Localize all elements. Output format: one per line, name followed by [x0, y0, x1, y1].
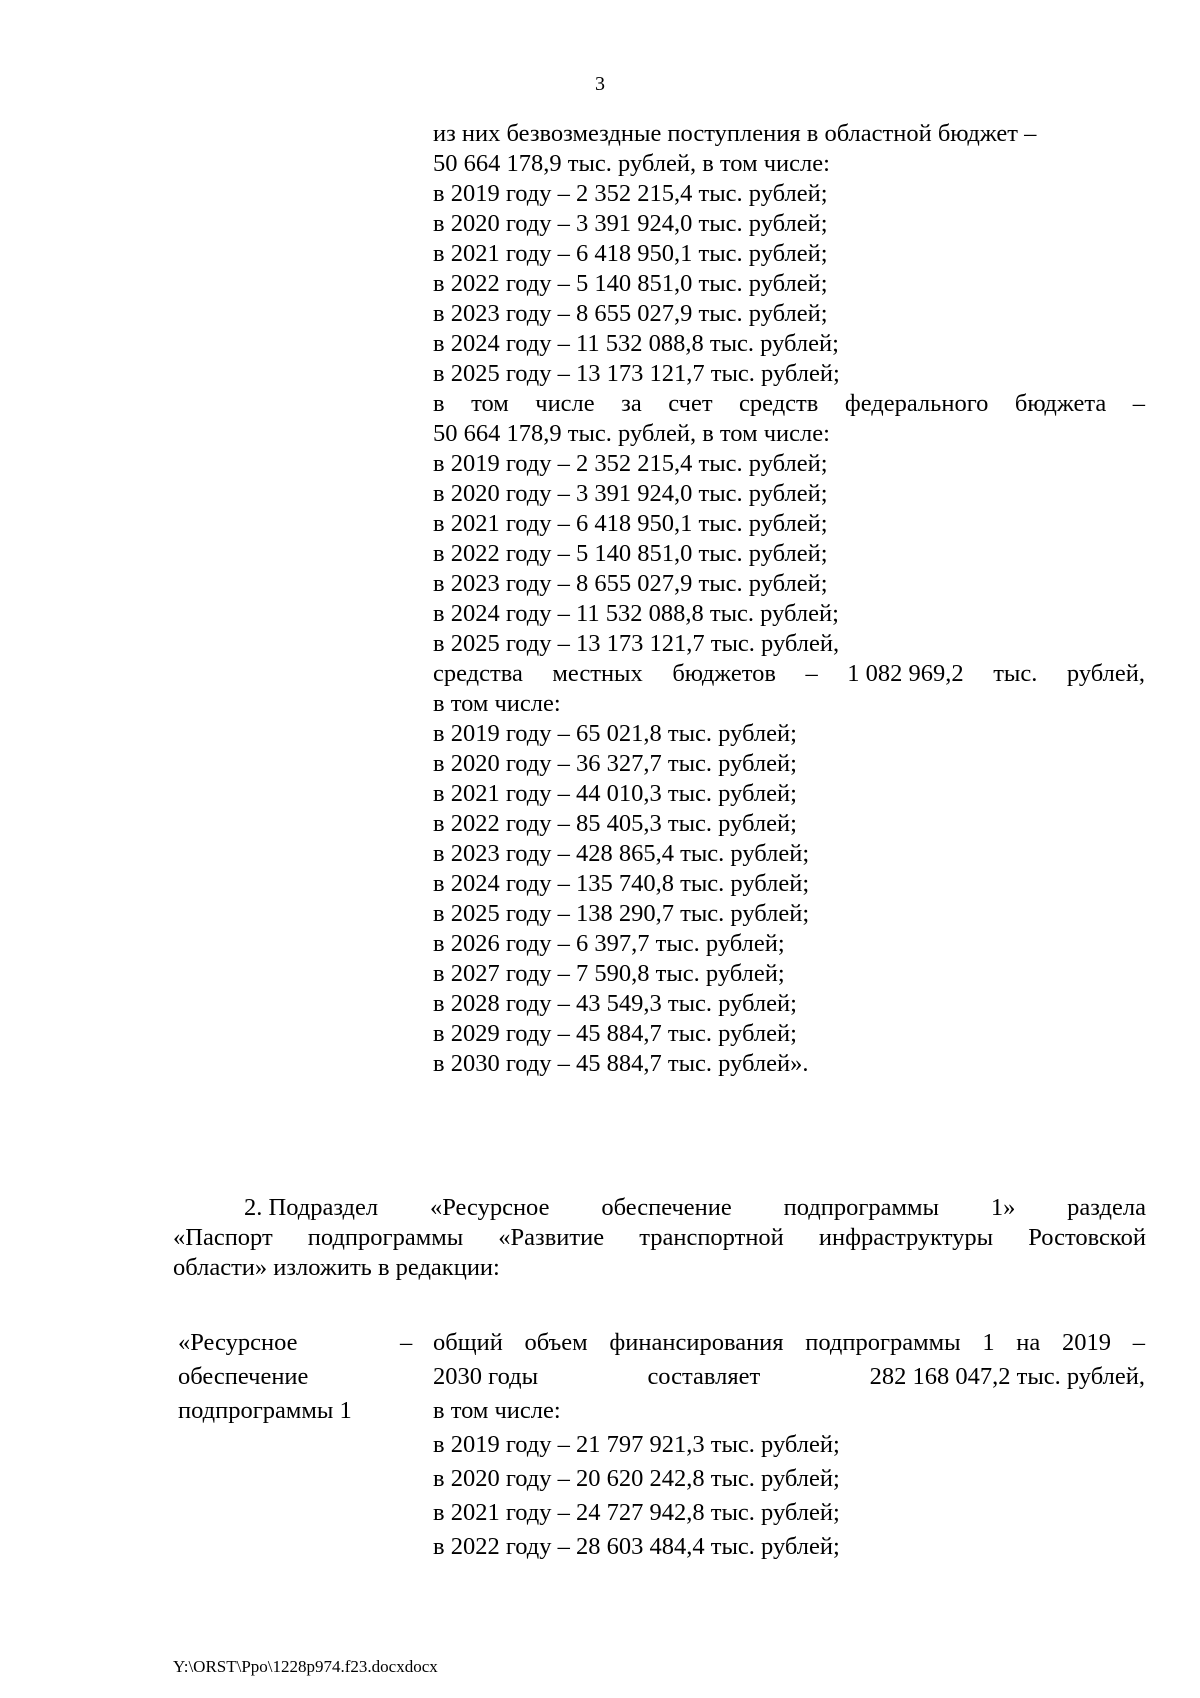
word: –: [805, 660, 818, 687]
text-line: из них безвозмездные поступления в областной бюджет –: [433, 120, 1037, 147]
label-line: «Ресурсное: [178, 1329, 298, 1356]
word: местных: [552, 660, 643, 687]
word: федерального: [844, 390, 989, 417]
year-line: в 2021 году – 6 418 950,1 тыс. рублей;: [433, 510, 828, 537]
word: объем: [524, 1329, 588, 1356]
resource-label: [178, 1326, 408, 1428]
year-line: в 2024 году – 135 740,8 тыс. рублей;: [433, 870, 810, 897]
year-line: в 2025 году – 13 173 121,7 тыс. рублей;: [433, 360, 840, 387]
resource-line-2: [433, 1360, 1145, 1394]
word: инфраструктуры: [818, 1224, 994, 1251]
year-line: в 2022 году – 85 405,3 тыс. рублей;: [433, 810, 797, 837]
year-line: в 2019 году – 65 021,8 тыс. рублей;: [433, 720, 797, 747]
word: «Развитие: [498, 1224, 605, 1251]
year-line: в 2023 году – 8 655 027,9 тыс. рублей;: [433, 570, 828, 597]
year-line: в 2022 году – 5 140 851,0 тыс. рублей;: [433, 540, 828, 567]
year-line: в 2022 году – 28 603 484,4 тыс. рублей;: [433, 1533, 840, 1560]
paragraph-2-line-2: [173, 1223, 1146, 1253]
word: бюджетов: [672, 660, 776, 687]
word: Ростовской: [1028, 1224, 1146, 1251]
year-line: в 2026 году – 6 397,7 тыс. рублей;: [433, 930, 785, 957]
resource-line-1: [433, 1326, 1145, 1360]
text-line: в том числе:: [433, 690, 561, 717]
word: 1 082 969,2: [847, 660, 964, 687]
word: 1: [982, 1329, 995, 1356]
word: на: [1016, 1329, 1041, 1356]
year-line: в 2021 году – 44 010,3 тыс. рублей;: [433, 780, 797, 807]
word: обеспечение: [601, 1194, 732, 1221]
label-line: подпрограммы 1: [178, 1397, 352, 1424]
year-line: в 2021 году – 6 418 950,1 тыс. рублей;: [433, 240, 828, 267]
word: 2030 годы: [433, 1363, 539, 1390]
word: транспортной: [639, 1224, 784, 1251]
word: счет: [668, 390, 713, 417]
year-list-local: [433, 719, 1145, 1079]
year-line: в 2020 году – 3 391 924,0 тыс. рублей;: [433, 210, 828, 237]
word: подпрограммы: [783, 1194, 939, 1221]
year-list-regional: [433, 179, 1145, 389]
year-line: в 2028 году – 43 549,3 тыс. рублей;: [433, 990, 797, 1017]
year-line: в 2020 году – 36 327,7 тыс. рублей;: [433, 750, 797, 777]
word: в: [433, 390, 445, 417]
paragraph-2-line-3: области» изложить в редакции:: [173, 1254, 500, 1281]
word: подпрограммы: [307, 1224, 464, 1251]
year-line: в 2022 году – 5 140 851,0 тыс. рублей;: [433, 270, 828, 297]
text-line: 50 664 178,9 тыс. рублей, в том числе:: [433, 420, 830, 447]
word: финансирования: [609, 1329, 784, 1356]
resource-line-3: в том числе:: [433, 1397, 561, 1424]
year-line: в 2030 году – 45 884,7 тыс. рублей».: [433, 1050, 809, 1077]
label-dash: –: [400, 1329, 413, 1356]
word: «Ресурсное: [429, 1194, 550, 1221]
word: бюджета: [1014, 390, 1107, 417]
word: составляет: [647, 1363, 761, 1390]
year-line: в 2024 году – 11 532 088,8 тыс. рублей;: [433, 600, 839, 627]
resource-text: [433, 1326, 1145, 1564]
financing-text-block: [433, 119, 1145, 1079]
local-budget-line: [433, 659, 1145, 689]
word: рублей,: [1066, 660, 1145, 687]
year-line: в 2019 году – 21 797 921,3 тыс. рублей;: [433, 1431, 840, 1458]
word: числе: [535, 390, 595, 417]
word: средств: [739, 390, 819, 417]
year-line: в 2029 году – 45 884,7 тыс. рублей;: [433, 1020, 797, 1047]
word: «Паспорт: [173, 1224, 273, 1251]
year-line: в 2020 году – 20 620 242,8 тыс. рублей;: [433, 1465, 840, 1492]
word: –: [1132, 390, 1145, 417]
word: 2019: [1062, 1329, 1111, 1356]
footer-file-path: Y:\ORST\Ppo\1228p974.f23.docxdocx: [173, 1657, 438, 1676]
year-line: в 2019 году – 2 352 215,4 тыс. рублей;: [433, 180, 828, 207]
word: общий: [433, 1329, 503, 1356]
year-line: в 2021 году – 24 727 942,8 тыс. рублей;: [433, 1499, 840, 1526]
federal-budget-line: [433, 389, 1145, 419]
word: 282 168 047,2 тыс. рублей,: [869, 1363, 1145, 1390]
year-line: в 2020 году – 3 391 924,0 тыс. рублей;: [433, 480, 828, 507]
word: раздела: [1067, 1194, 1146, 1221]
year-line: в 2024 году – 11 532 088,8 тыс. рублей;: [433, 330, 839, 357]
label-line: обеспечение: [178, 1363, 309, 1390]
word: тыс.: [993, 660, 1038, 687]
year-list-federal: [433, 449, 1145, 659]
word: 2. Подраздел: [244, 1194, 379, 1221]
year-line: в 2023 году – 428 865,4 тыс. рублей;: [433, 840, 810, 867]
year-line: в 2023 году – 8 655 027,9 тыс. рублей;: [433, 300, 828, 327]
year-line: в 2025 году – 138 290,7 тыс. рублей;: [433, 900, 810, 927]
text-line: 50 664 178,9 тыс. рублей, в том числе:: [433, 150, 830, 177]
word: за: [621, 390, 642, 417]
year-line: в 2025 году – 13 173 121,7 тыс. рублей,: [433, 630, 840, 657]
paragraph-2-line-1: [173, 1193, 1146, 1223]
word: –: [1132, 1329, 1145, 1356]
year-line: в 2027 году – 7 590,8 тыс. рублей;: [433, 960, 785, 987]
word: 1»: [990, 1194, 1016, 1221]
word: средства: [433, 660, 523, 687]
word: подпрограммы: [805, 1329, 961, 1356]
year-line: в 2019 году – 2 352 215,4 тыс. рублей;: [433, 450, 828, 477]
word: том: [471, 390, 509, 417]
paragraph-2: [173, 1193, 1146, 1283]
page-number: 3: [595, 73, 605, 95]
